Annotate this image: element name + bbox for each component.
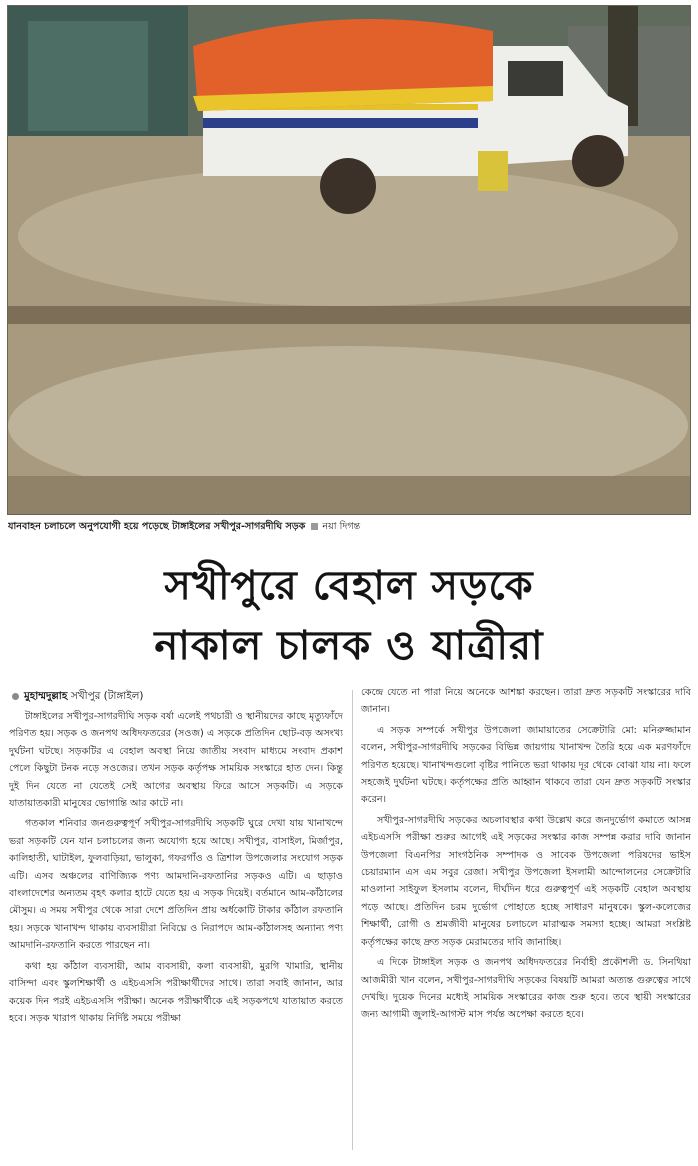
photo-caption [8,518,690,536]
headline [0,556,698,676]
caption-text: যানবাহন চলাচলে অনুপযোগী হয়ে পড়েছে টাঙ্গাইলের সখীপুর-সাগরদীঘি সড়ক [8,521,306,532]
bullet-icon [12,693,19,700]
article-column-left [9,708,343,1030]
article-paragraph: গতকাল শনিবার জনগুরুত্বপূর্ণ সখীপুর-সাগরদীঘি সড়কটি ঘুরে দেখা যায় খানাখন্দে ভরা সড়কটি যেন যান চলাচলের জন্য অযোগ্য হয়ে আছে। সখীপুর, বাসাইল, মির্জাপুর, কালিহাতী, ঘাটাইল, ফুলবাড়িয়া, ভালুকা, গফরগাঁও ও ত্রিশাল উপজেলার সংযোগ সড়ক এটি। এসব অঞ্চলের বাণিজ্যিক পণ্য আমদানি-রফতানির সড়কও এটি। এ ছাড়াও বাংলাদেশের অন্যতম বৃহৎ কলার হাটে যেতে হয় এ সড়ক দিয়েই। বর্তমানে আম-কাঁঠালের মৌসুম। এ সময় সখীপুর থেকে সারা দেশে প্রতিদিন প্রায় অর্ধকোটি টাকার কাঁঠাল রফতানি হয়। সড়কে খানাখন্দ থাকায় ব্যবসায়ীরা নিবিঘ্নে ও নিরাপদে আম-কাঁঠালসহ অন্যান্য পণ্য আমদানি-রফতানি করতে পারছেন না। [9,818,343,952]
article-paragraph: কথা হয় কাঁঠাল ব্যবসায়ী, আম ব্যবসায়ী, কলা ব্যবসায়ী, মুরগি খামারি, স্থানীয় বাসিন্দা এবং স্কুলশিক্ষার্থী ও এইচএসসি পরীক্ষার্থীদের সাথে। তারা সবাই জানান, আর কয়েক দিন পরই এইচএসসি পরীক্ষা। অনেক পরীক্ষার্থীকে এই সড়কপথে যাতায়াত করতে হবে। সড়ক খারাপ থাকায় নির্দিষ্ট সময়ে পরীক্ষা [9,960,343,1024]
article-column-right [361,684,691,1027]
article-paragraph: কেন্দ্রে যেতে না পারা নিয়ে অনেকে আশঙ্কা করছেন। তারা দ্রুত সড়কটি সংস্কারের দাবি জানান। [361,687,691,716]
byline-author: মুহাম্মদুল্লাহ [24,690,68,702]
news-photo [7,5,691,515]
byline-location: সখীপুর (টাঙ্গাইল) [70,690,144,702]
caption-source: নয়া দিগন্ত [322,521,361,532]
headline-line-1: সখীপুরে বেহাল সড়কে [164,563,534,609]
road-photo-icon [8,6,690,514]
caption-square-icon [311,523,318,530]
article-paragraph: এ দিকে টাঙ্গাইল সড়ক ও জনপথ অধিদফতরের নির্বাহী প্রকৌশলী ড. সিনথিয়া আজমীরী খান বলেন, সখীপুর-সাগরদীঘি সড়কের বিষয়টি আমরা অত্যন্ত গুরুত্বের সাথে দেখছি। দুয়েক দিনের মধ্যেই সাময়িক সংস্কারের কাজ শুরু হবে। তবে স্থায়ী সংস্কারের জন্য আগামী জুলাই-আগস্ট মাস পর্যন্ত অপেক্ষা করতে হবে। [361,957,691,1021]
article-paragraph: এ সড়ক সম্পর্কে সখীপুর উপজেলা জামায়াতের সেক্রেটারি মো: মনিরুজ্জামান বলেন, সখীপুর-সাগরদীঘি সড়কের বিভিন্ন জায়গায় খানাখন্দ তৈরি হয়ে এক মরণফাঁদে পরিণত হয়েছে। খানাখন্দগুলো বৃষ্টির পানিতে ভরা থাকায় দূর থেকে বোঝা যায় না। ফলে সহজেই দুর্ঘটনা ঘটছে। কর্তৃপক্ষের প্রতি আহ্বান থাকবে তারা যেন দ্রুত সড়কটি সংস্কার করেন। [361,724,691,806]
article-paragraph: টাঙ্গাইলের সখীপুর-সাগরদীঘি সড়ক বর্ষা এলেই পথচারী ও স্থানীয়দের কাছে মৃত্যুফাঁদে পরিণত হয়। সড়ক ও জনপথ অধিদফতরের (সওজ) এ সড়কে প্রতিদিন ছোট-বড় অসংখ্য দুর্ঘটনা ঘটছে। সড়কটির এ বেহাল অবস্থা নিয়ে জাতীয় সংবাদ মাধ্যমে সংবাদ প্রকাশ পেলে কিছুটা টনক নড়ে সওজের। তখন সড়ক কর্তৃপক্ষ সাময়িক সংস্কারে হাত দেন। কিন্তু দুই দিন যেতে না যেতেই সেই আগের অবস্থায় ফিরে আসে সড়কটি। এ সড়কে যাতায়াতকারী মানুষের ভোগান্তি আর কাটে না। [9,711,343,810]
article-paragraph: সখীপুর-সাগরদীঘি সড়কের অচলাবস্থার কথা উল্লেখ করে জনদুর্ভোগ কমাতে আসন্ন এইচএসসি পরীক্ষা শুরুর আগেই এই সড়কের সংস্কার কাজ সম্পন্ন করার দাবি জানান উপজেলা বিএনপির সাংগঠনিক সম্পাদক ও সাবেক উপজেলা পরিষদের ভাইস চেয়ারম্যান এস এম সবুর রেজা। সখীপুর উপজেলা ইসলামী আন্দোলনের সেক্রেটারি মাওলানা সাইফুল ইসলাম বলেন, দীর্ঘদিন ধরে গুরুত্বপূর্ণ এই সড়কটি বেহাল অবস্থায় পড়ে আছে। প্রতিদিন চরম দুর্ভোগ পোহাতে হচ্ছে সাধারণ মানুষকে। স্কুল-কলেজের শিক্ষার্থী, রোগী ও শ্রমজীবী মানুষের চলাচলে মারাত্মক সমস্যা হচ্ছে। আমরা সংশ্লিষ্ট কর্তৃপক্ষের কাছে দ্রুত সড়ক মেরামতের দাবি জানাচ্ছি। [361,814,691,948]
headline-line-2: নাকাল চালক ও যাত্রীরা [154,623,544,669]
column-divider [352,690,353,1150]
byline [12,687,352,705]
